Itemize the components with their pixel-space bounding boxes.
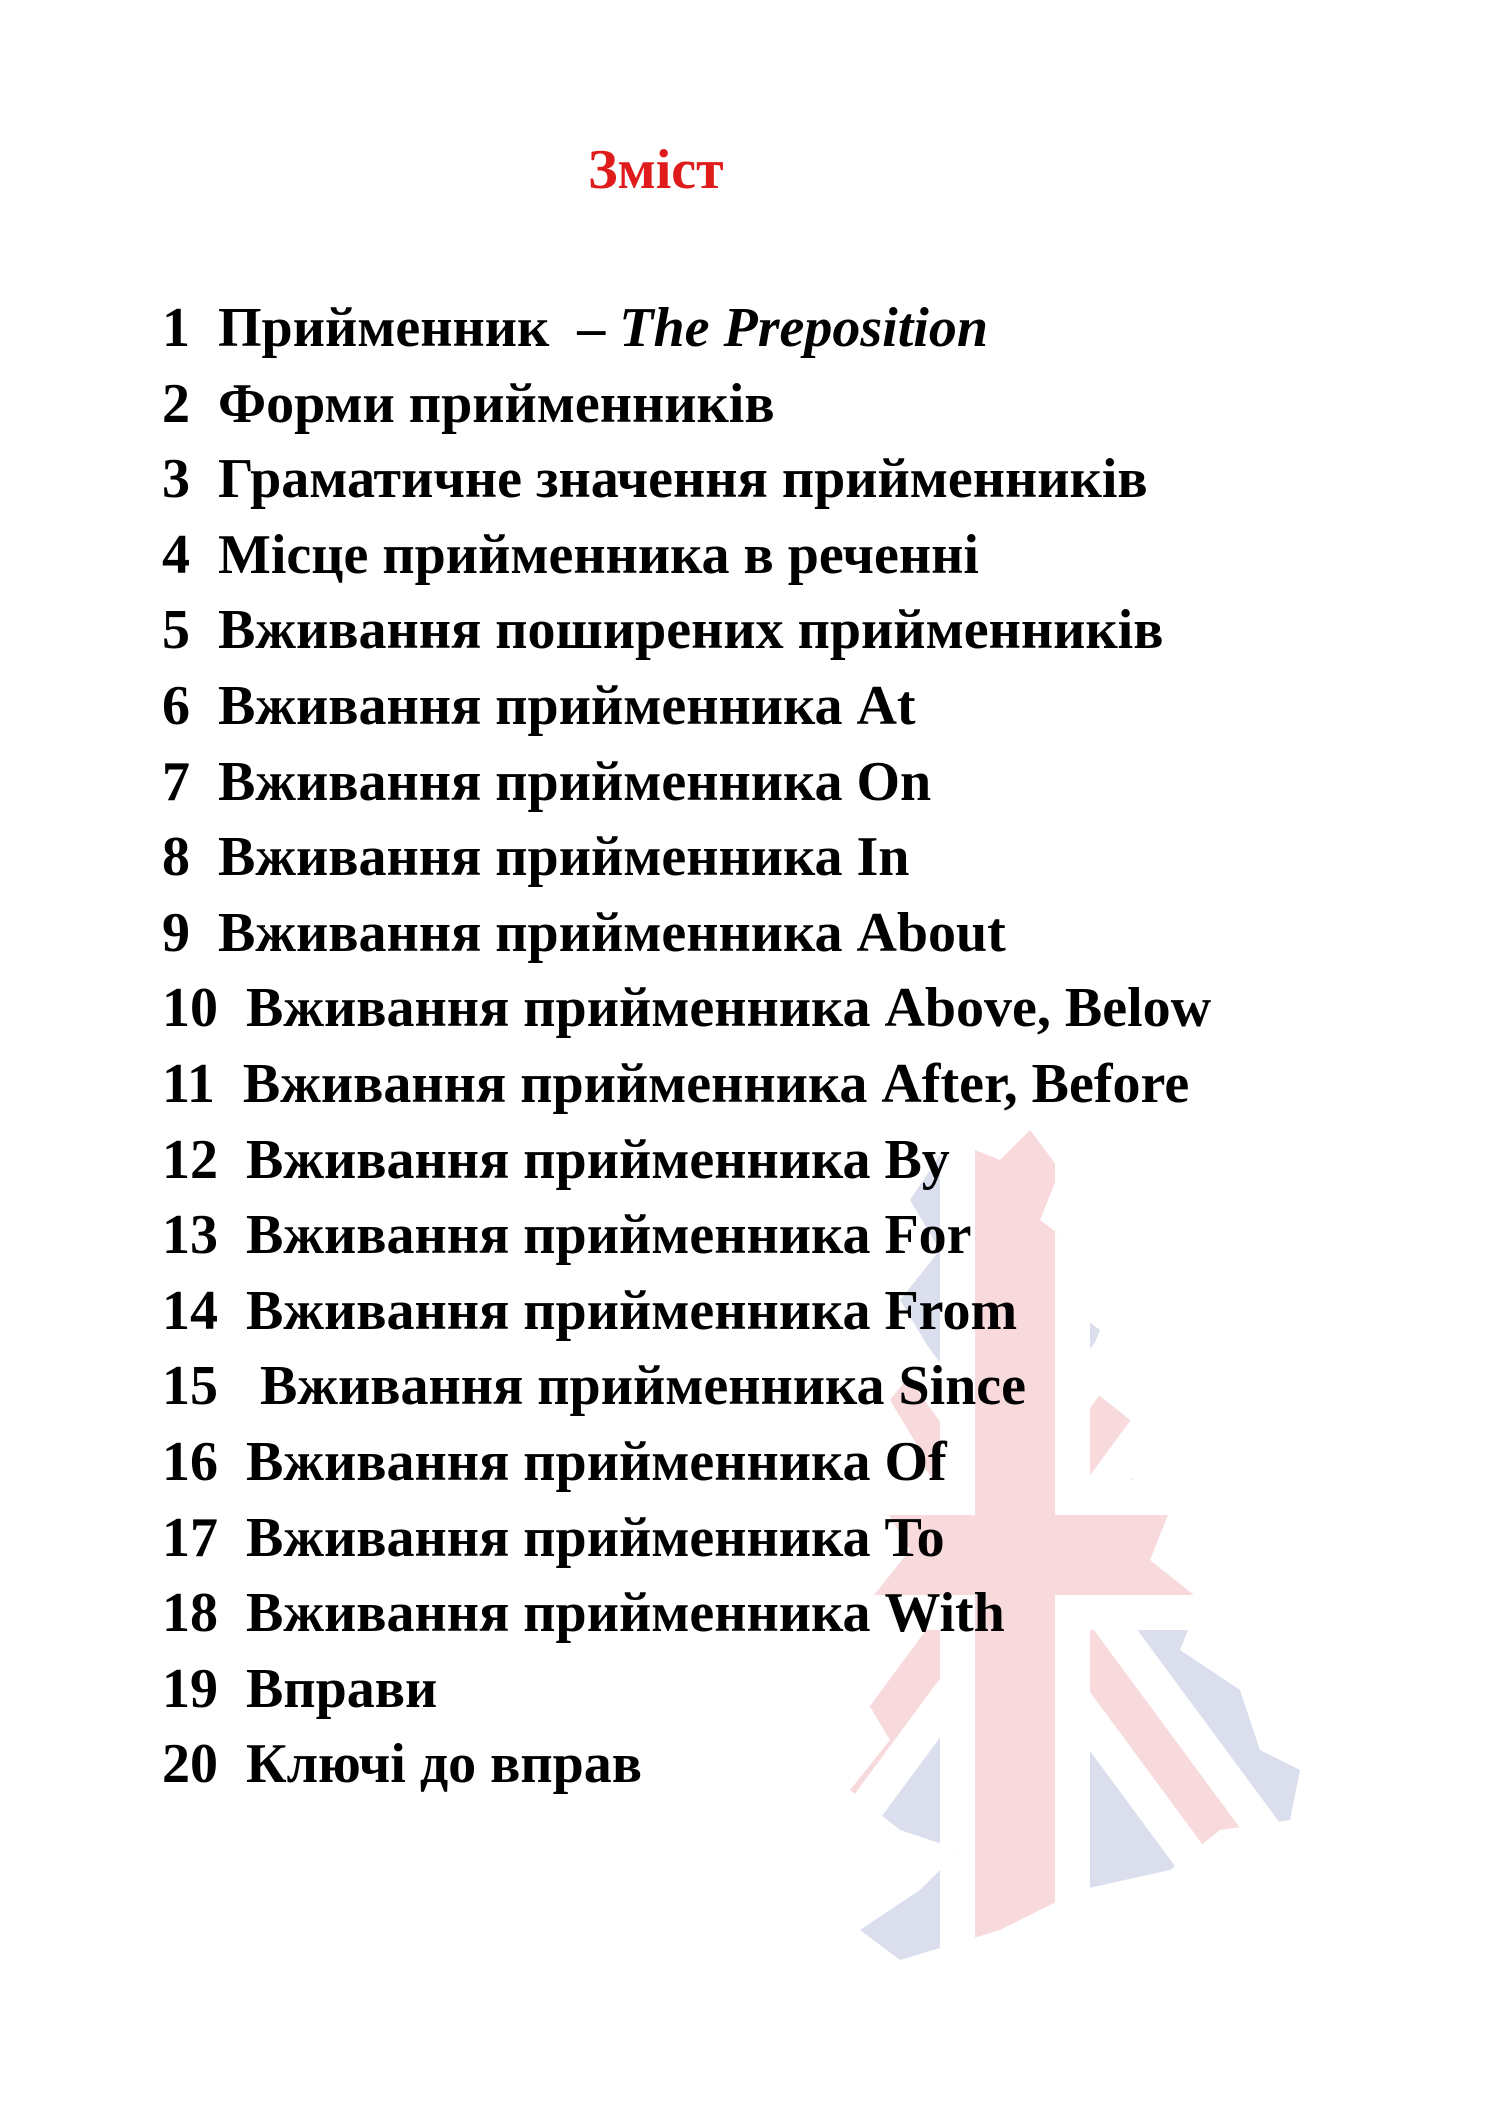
toc-item[interactable]: 5 Вживання поширених прийменників — [162, 599, 1164, 662]
toc-item[interactable]: 2 Форми прийменників — [162, 372, 775, 435]
table-of-contents — [162, 291, 1211, 1803]
page-title: Зміст — [588, 139, 724, 201]
toc-item[interactable]: 19 Вправи — [162, 1657, 438, 1720]
toc-item[interactable]: 8 Вживання прийменника In — [162, 826, 910, 889]
toc-item[interactable]: 17 Вживання прийменника To — [162, 1506, 945, 1569]
toc-item[interactable]: 14 Вживання прийменника From — [162, 1279, 1018, 1342]
toc-item[interactable]: 18 Вживання прийменника With — [162, 1582, 1005, 1645]
toc-item[interactable]: 10 Вживання прийменника Above, Below — [162, 977, 1212, 1040]
toc-item[interactable]: 13 Вживання прийменника For — [162, 1204, 972, 1267]
toc-item[interactable]: 4 Місце прийменника в реченні — [162, 523, 979, 586]
toc-item[interactable]: 15 Вживання прийменника Since — [162, 1355, 1027, 1418]
toc-item[interactable]: 9 Вживання прийменника About — [162, 901, 1006, 964]
toc-item[interactable]: 12 Вживання прийменника By — [162, 1128, 950, 1191]
toc-item[interactable]: 3 Граматичне значення прийменників — [162, 448, 1148, 511]
toc-item[interactable]: 1 Прийменник – The Preposition — [162, 297, 988, 359]
toc-item[interactable]: 16 Вживання прийменника Of — [162, 1430, 947, 1493]
toc-item-english-title: The Preposition — [619, 297, 988, 359]
toc-item[interactable]: 7 Вживання прийменника On — [162, 750, 932, 813]
toc-item[interactable]: 20 Ключі до вправ — [162, 1733, 643, 1796]
toc-item[interactable]: 6 Вживання прийменника At — [162, 674, 916, 737]
toc-item[interactable]: 11 Вживання прийменника After, Before — [162, 1052, 1190, 1115]
